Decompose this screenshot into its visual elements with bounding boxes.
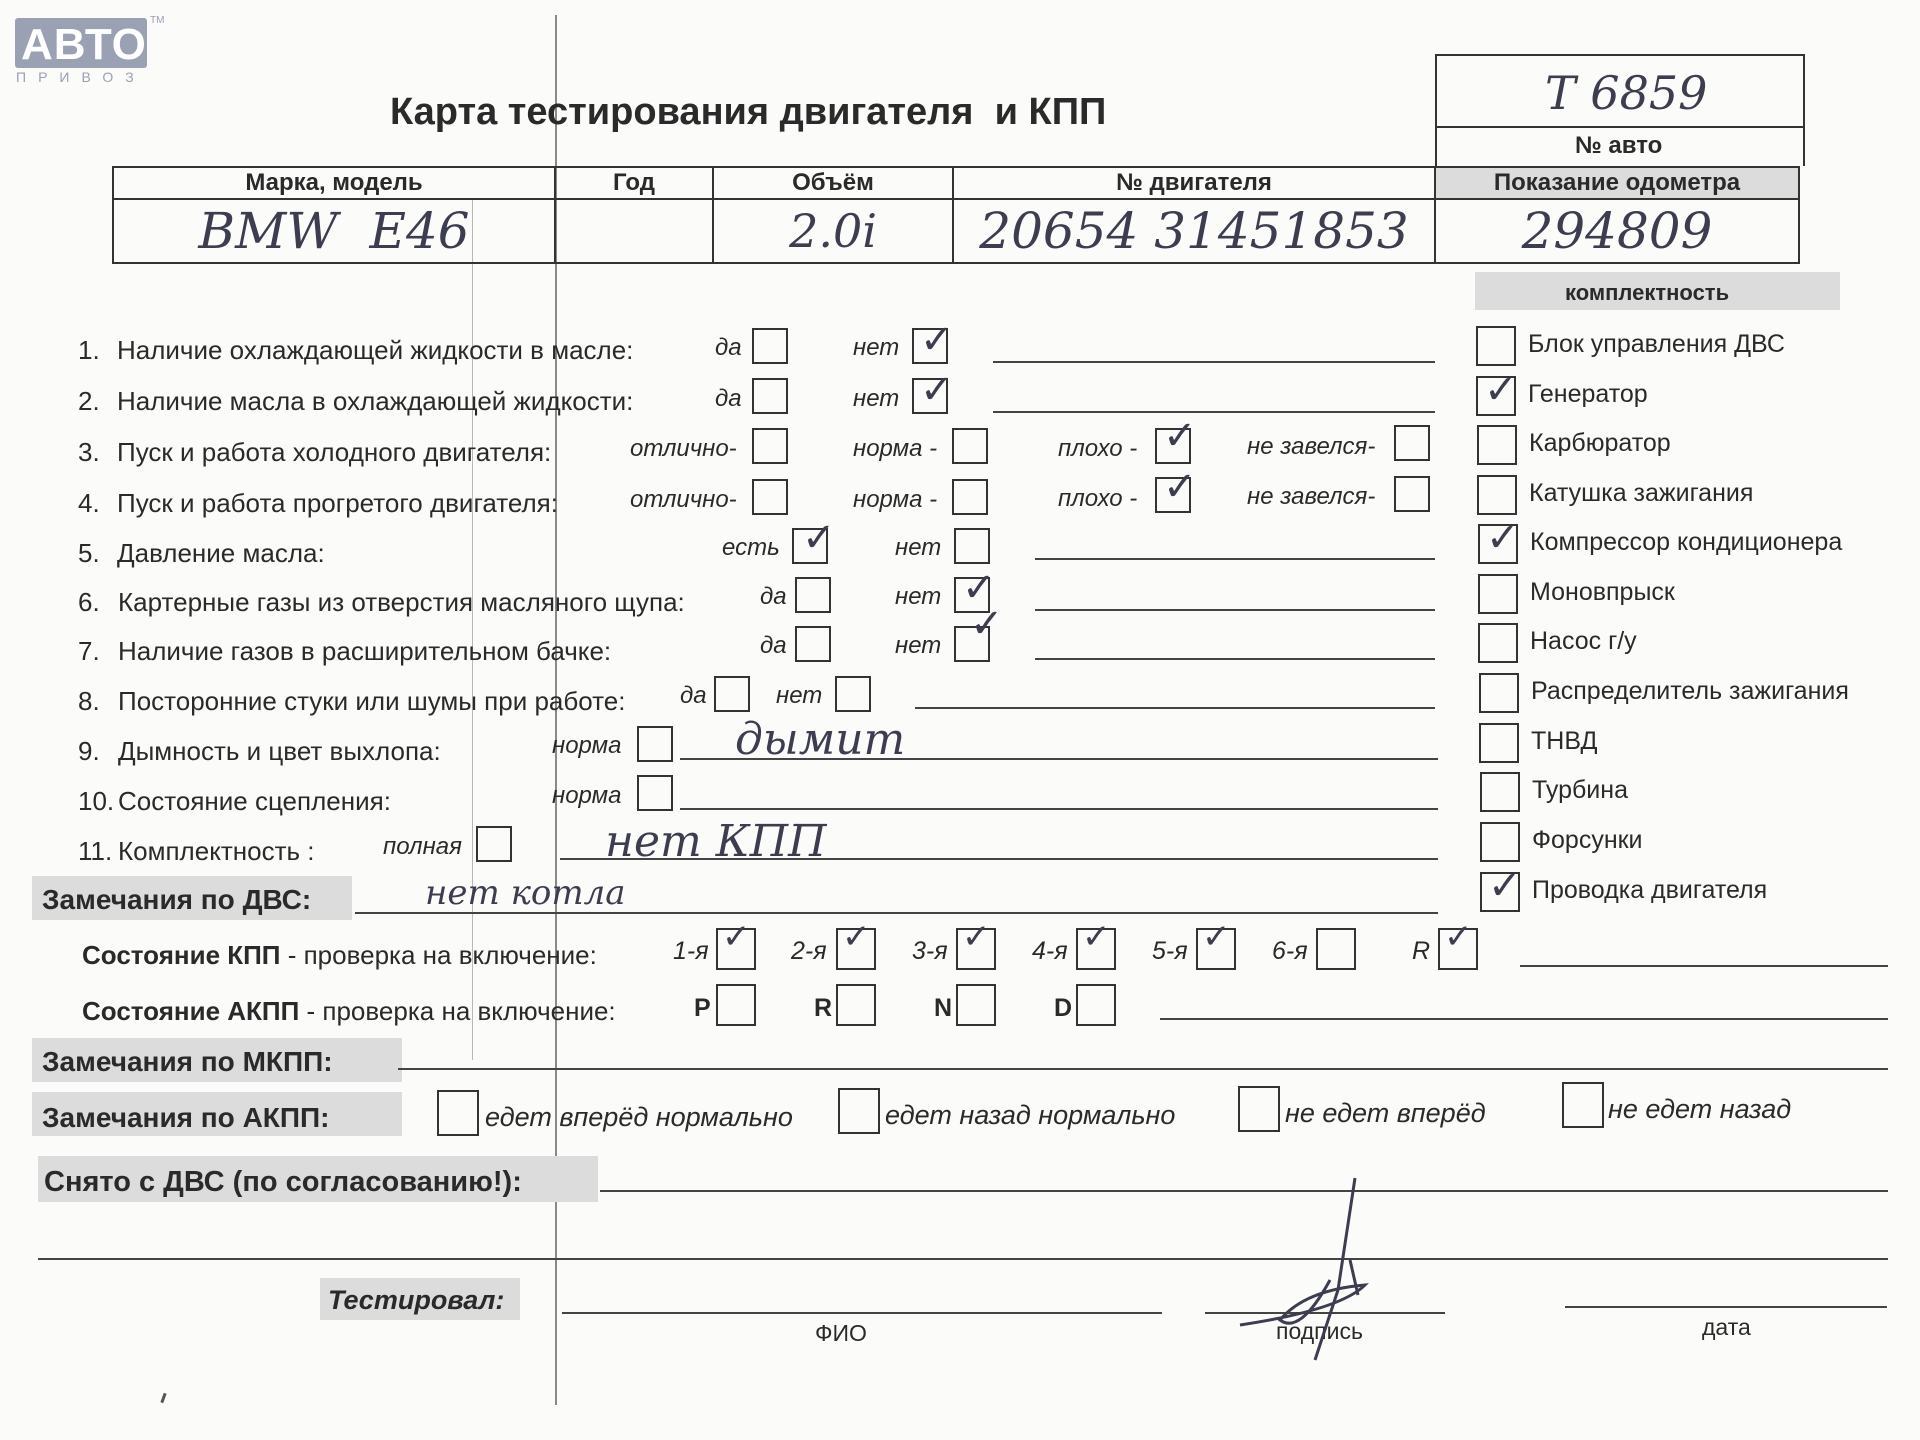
akpp-label — [82, 998, 616, 1024]
value-make: BMW E46 — [113, 199, 555, 263]
q1-note-line — [993, 361, 1435, 363]
completeness-item-label: Генератор — [1528, 380, 1648, 408]
q10-num: 10. — [78, 786, 115, 816]
signature — [1220, 1170, 1420, 1370]
kpp-gear-checkbox[interactable] — [1316, 928, 1356, 970]
completeness-check-mark: ✓ — [1484, 367, 1518, 413]
q9-num: 9. — [78, 736, 100, 766]
q10-opt1: норма — [552, 782, 622, 809]
q3-opt3: плохо - — [1058, 435, 1138, 462]
akpp-no-forward-checkbox[interactable] — [1238, 1086, 1280, 1132]
q11-note-line — [560, 858, 1438, 860]
q5-opt2: нет — [895, 534, 942, 561]
kpp-label-bold: Состояние КПП — [82, 940, 281, 970]
q3-excellent-checkbox[interactable] — [752, 428, 788, 464]
q11-note: нет КПП — [605, 816, 827, 867]
q3-bad-check-mark: ✓ — [1163, 413, 1197, 459]
logo-tm: TM — [150, 15, 165, 26]
q6-note-line — [1035, 609, 1435, 611]
akpp-forward-normal-label: едет вперёд нормально — [485, 1102, 793, 1132]
kpp-gear-label: 2-я — [791, 937, 827, 965]
q2-opt1: да — [715, 385, 742, 412]
q7-opt2: нет — [895, 632, 942, 659]
q6-opt2: нет — [895, 583, 942, 610]
completeness-checkbox[interactable] — [1476, 326, 1516, 366]
kpp-gear-check-mark: ✓ — [1444, 917, 1473, 957]
q10-text: Состояние сцепления: — [118, 786, 391, 816]
kpp-gear-check-mark: ✓ — [842, 917, 871, 957]
completeness-checkbox[interactable] — [1480, 822, 1520, 862]
kpp-gear-check-mark: ✓ — [962, 917, 991, 957]
kpp-note-line — [1520, 965, 1888, 967]
kpp-label-rest: - проверка на включение: — [280, 940, 597, 970]
q8-opt1: да — [680, 682, 707, 709]
q9-note-line — [680, 758, 1438, 760]
q2-note-line — [993, 411, 1435, 413]
remarks-mkpp-label: Замечания по МКПП: — [42, 1046, 333, 1077]
col-odometer: Показание одометра — [1435, 167, 1799, 199]
remarks-akpp-label: Замечания по АКПП: — [42, 1102, 330, 1133]
q3-opt2: норма - — [853, 435, 938, 462]
car-id-value: Т 6859 — [1545, 66, 1708, 120]
q7-opt1: да — [760, 632, 787, 659]
q8-text: Посторонние стуки или шумы при работе: — [118, 686, 626, 716]
remarks-dvs-line — [355, 912, 1438, 914]
q1-yes-checkbox[interactable] — [752, 328, 788, 364]
q11-text: Комплектность : — [118, 836, 315, 866]
akpp-back-normal-label: едет назад нормально — [885, 1100, 1176, 1130]
kpp-gear-check-mark: ✓ — [1202, 917, 1231, 957]
q2-num: 2. — [78, 386, 100, 416]
q4-num: 4. — [78, 488, 100, 518]
q6-text: Картерные газы из отверстия масляного щупа: — [118, 587, 685, 617]
completeness-checkbox[interactable] — [1480, 772, 1520, 812]
q3-opt4: не завелся- — [1247, 433, 1376, 460]
q7-yes-checkbox[interactable] — [795, 626, 831, 662]
completeness-check-mark: ✓ — [1486, 515, 1520, 561]
akpp-forward-normal-checkbox[interactable] — [437, 1090, 479, 1136]
completeness-item-label: Катушка зажигания — [1529, 479, 1754, 507]
q11-full-checkbox[interactable] — [476, 826, 512, 862]
akpp-mode-label: D — [1054, 994, 1073, 1022]
q5-no-checkbox[interactable] — [954, 528, 990, 564]
kpp-label — [82, 942, 597, 968]
akpp-label-bold: Состояние АКПП — [82, 996, 300, 1026]
tested-label: Тестировал: — [328, 1285, 505, 1315]
q4-excellent-checkbox[interactable] — [752, 479, 788, 515]
q8-yes-checkbox[interactable] — [714, 676, 750, 712]
q10-note-line — [680, 808, 1438, 810]
kpp-gear-label: R — [1412, 937, 1431, 965]
akpp-mode-checkbox[interactable] — [956, 984, 996, 1026]
page-title: Карта тестирования двигателя и КПП — [390, 91, 1107, 133]
logo-text: АВТО — [21, 20, 147, 69]
sign-label: подпись — [1276, 1318, 1363, 1344]
q1-text: Наличие охлаждающей жидкости в масле: — [117, 335, 634, 365]
q7-note-line — [1035, 658, 1435, 660]
value-odometer: 294809 — [1435, 199, 1799, 263]
akpp-mode-label: R — [814, 994, 833, 1022]
akpp-note-line — [1160, 1018, 1888, 1020]
completeness-checkbox[interactable] — [1479, 673, 1519, 713]
q1-no-check-mark: ✓ — [920, 317, 954, 363]
q9-note: дымит — [735, 714, 906, 765]
kpp-gear-label: 3-я — [912, 937, 948, 965]
q6-num: 6. — [78, 587, 100, 617]
completeness-item-label: Распределитель зажигания — [1531, 677, 1849, 705]
value-volume: 2.0i — [713, 199, 953, 263]
completeness-checkbox[interactable] — [1478, 574, 1518, 614]
akpp-mode-label: N — [934, 994, 953, 1022]
kpp-gear-label: 6-я — [1272, 937, 1308, 965]
completeness-checkbox[interactable] — [1477, 475, 1517, 515]
completeness-item-label: Моновпрыск — [1530, 578, 1675, 606]
q5-opt1: есть — [722, 534, 780, 561]
logo — [15, 18, 147, 68]
q3-normal-checkbox[interactable] — [952, 428, 988, 464]
q11-opt1: полная — [383, 833, 462, 860]
completeness-item-label: Турбина — [1532, 776, 1628, 804]
completeness-item-label: Проводка двигателя — [1532, 876, 1768, 904]
car-id-label: № авто — [1575, 132, 1663, 159]
q7-no-check-mark: ✓ — [970, 601, 1004, 647]
kpp-gear-check-mark: ✓ — [722, 917, 751, 957]
removed-line-2 — [38, 1258, 1888, 1260]
removed-label: Снято с ДВС (по согласованию!): — [44, 1166, 522, 1198]
q4-opt2: норма - — [853, 486, 938, 513]
q8-opt2: нет — [776, 682, 823, 709]
q4-bad-check-mark: ✓ — [1163, 464, 1197, 510]
q1-opt2: нет — [853, 334, 900, 361]
akpp-back-normal-checkbox[interactable] — [838, 1088, 880, 1134]
akpp-no-back-checkbox[interactable] — [1562, 1082, 1604, 1128]
q3-num: 3. — [78, 437, 100, 467]
q4-opt3: плохо - — [1058, 485, 1138, 512]
q4-text: Пуск и работа прогретого двигателя: — [117, 488, 558, 518]
fio-label: ФИО — [815, 1320, 867, 1346]
remarks-dvs-note: нет котла — [425, 873, 626, 913]
q5-note-line — [1035, 558, 1435, 560]
akpp-mode-checkbox[interactable] — [836, 984, 876, 1026]
q2-yes-checkbox[interactable] — [752, 378, 788, 414]
q4-opt1: отлично- — [630, 486, 737, 513]
completeness-checkbox[interactable] — [1477, 425, 1517, 465]
q2-opt2: нет — [853, 385, 900, 412]
value-engine-no: 20654 31451853 — [953, 199, 1435, 263]
col-year: Год — [555, 167, 713, 199]
col-engine-no: № двигателя — [953, 167, 1435, 199]
completeness-item-label: Компрессор кондиционера — [1530, 528, 1843, 556]
akpp-mode-label: P — [694, 994, 711, 1022]
q2-text: Наличие масла в охлаждающей жидкости: — [117, 386, 634, 416]
q9-opt1: норма — [552, 732, 622, 759]
q5-num: 5. — [78, 538, 100, 568]
fio-line — [562, 1312, 1162, 1314]
q7-num: 7. — [78, 636, 100, 666]
q11-num: 11. — [78, 836, 113, 866]
akpp-no-forward-label: не едет вперёд — [1285, 1098, 1486, 1128]
col-make: Марка, модель — [113, 167, 555, 199]
q5-yes-check-mark: ✓ — [802, 515, 836, 561]
remarks-dvs-label: Замечания по ДВС: — [42, 884, 312, 915]
q4-normal-checkbox[interactable] — [952, 479, 988, 515]
q6-no-check-mark: ✓ — [962, 565, 996, 611]
date-line — [1565, 1306, 1887, 1308]
logo-sub: ПРИВОЗ — [16, 69, 146, 85]
q3-text: Пуск и работа холодного двигателя: — [117, 437, 552, 467]
completeness-check-mark: ✓ — [1488, 863, 1522, 909]
fold-line-2 — [472, 200, 473, 1060]
kpp-gear-label: 1-я — [673, 937, 709, 965]
header-table — [112, 166, 1800, 264]
q6-opt1: да — [760, 583, 787, 610]
completeness-item-label: Карбюратор — [1529, 429, 1671, 457]
date-label: дата — [1702, 1314, 1751, 1340]
q6-yes-checkbox[interactable] — [795, 577, 831, 613]
q2-no-check-mark: ✓ — [920, 367, 954, 413]
q8-num: 8. — [78, 686, 100, 716]
akpp-no-back-label: не едет назад — [1608, 1094, 1792, 1124]
q5-text: Давление масла: — [117, 538, 325, 568]
akpp-mode-checkbox[interactable] — [716, 984, 756, 1026]
akpp-mode-checkbox[interactable] — [1076, 984, 1116, 1026]
q9-text: Дымность и цвет выхлопа: — [118, 736, 441, 766]
completeness-item-label: Блок управления ДВС — [1528, 330, 1785, 358]
completeness-item-label: Насос г/у — [1530, 627, 1637, 655]
q4-opt4: не завелся- — [1247, 483, 1376, 510]
q9-normal-checkbox[interactable] — [637, 726, 673, 762]
q4-not-started-checkbox[interactable] — [1394, 476, 1430, 512]
completeness-title: комплектность — [1565, 280, 1730, 305]
kpp-gear-check-mark: ✓ — [1082, 917, 1111, 957]
q3-opt1: отлично- — [630, 435, 737, 462]
q1-num: 1. — [78, 335, 100, 365]
q8-note-line — [915, 707, 1435, 709]
q8-no-checkbox[interactable] — [835, 676, 871, 712]
q7-text: Наличие газов в расширительном бачке: — [118, 636, 612, 666]
kpp-gear-label: 5-я — [1152, 937, 1188, 965]
akpp-label-rest: - проверка на включение: — [299, 996, 616, 1026]
q10-normal-checkbox[interactable] — [637, 775, 673, 811]
completeness-item-label: ТНВД — [1531, 727, 1598, 755]
q1-opt1: да — [715, 334, 742, 361]
completeness-checkbox[interactable] — [1479, 723, 1519, 763]
q3-not-started-checkbox[interactable] — [1394, 425, 1430, 461]
completeness-checkbox[interactable] — [1478, 623, 1518, 663]
kpp-gear-label: 4-я — [1032, 937, 1068, 965]
col-volume: Объём — [713, 167, 953, 199]
remarks-mkpp-line — [398, 1068, 1888, 1070]
stray-mark — [160, 1393, 166, 1403]
completeness-item-label: Форсунки — [1532, 826, 1643, 854]
value-year — [555, 199, 713, 263]
